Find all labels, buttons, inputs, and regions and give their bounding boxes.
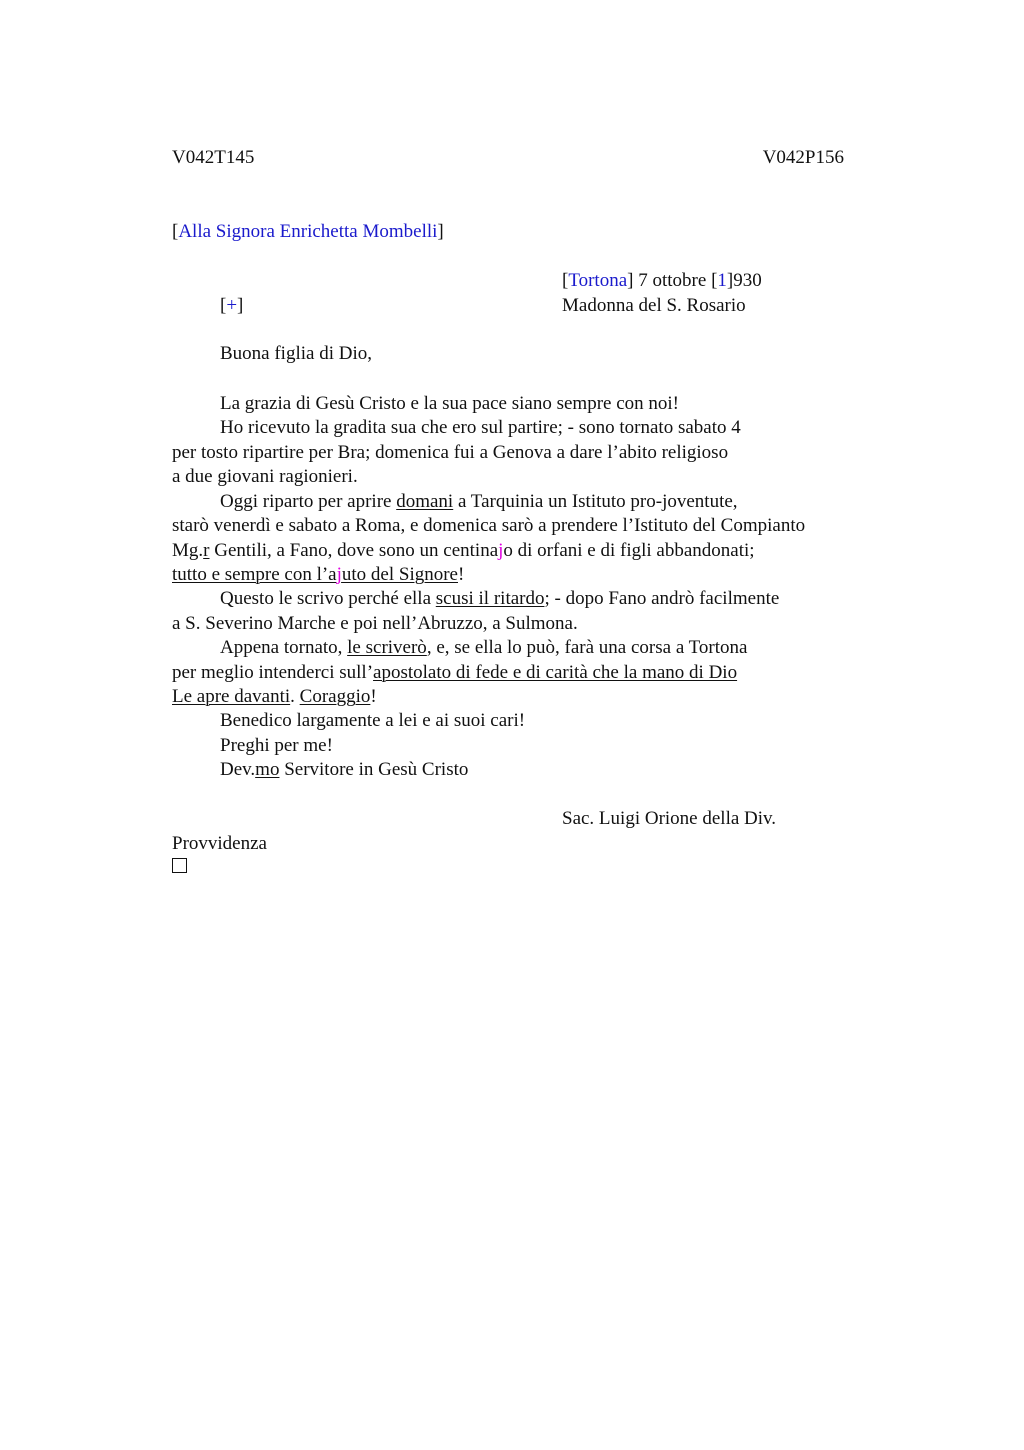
salutation: Buona figlia di Dio,: [220, 343, 372, 364]
signature-line-2: Provvidenza: [172, 833, 267, 854]
body-line: a due giovani ragionieri.: [172, 466, 358, 487]
place-name: Tortona: [568, 270, 628, 291]
body-line: Questo le scrivo perché ella scusi il ritardo; - dopo Fano andrò facilmente: [220, 588, 780, 609]
body-line: Oggi riparto per aprire domani a Tarquinia un Istituto pro-joventute,: [220, 491, 738, 512]
cross-mark: [+]: [220, 295, 244, 316]
feast-day: Madonna del S. Rosario: [562, 295, 746, 316]
document-code-right: V042P156: [762, 147, 844, 168]
dateline: [Tortona] 7 ottobre [1]930: [562, 270, 762, 291]
recipient-name: Alla Signora Enrichetta Mombelli: [178, 221, 438, 242]
body-line: Appena tornato, le scriverò, e, se ella lo può, farà una corsa a Tortona: [220, 637, 748, 658]
body-line: per meglio intenderci sull’apostolato di fede e di carità che la mano di Dio: [172, 662, 738, 683]
body-line: Preghi per me!: [220, 735, 333, 756]
body-line: tutto e sempre con l’ajuto del Signore!: [172, 564, 465, 585]
closing-line: Dev.mo Servitore in Gesù Cristo: [220, 759, 469, 780]
empty-checkbox-glyph: [172, 858, 187, 873]
body-line: Benedico largamente a lei e ai suoi cari!: [220, 710, 526, 731]
body-line: starò venerdì e sabato a Roma, e domenica sarò a prendere l’Istituto del Compianto: [172, 515, 806, 536]
body-line: Le apre davanti. Coraggio!: [172, 686, 377, 707]
recipient-line: [Alla Signora Enrichetta Mombelli]: [172, 221, 444, 242]
body-line: Ho ricevuto la gradita sua che ero sul partire; - sono tornato sabato 4: [220, 417, 741, 438]
body-line: La grazia di Gesù Cristo e la sua pace siano sempre con noi!: [220, 393, 680, 414]
body-line: a S. Severino Marche e poi nell’Abruzzo, a Sulmona.: [172, 613, 578, 634]
body-line: per tosto ripartire per Bra; domenica fui a Genova a dare l’abito religioso: [172, 442, 729, 463]
signature-line-1: Sac. Luigi Orione della Div.: [562, 808, 777, 829]
document-code-left: V042T145: [172, 147, 255, 168]
body-line: Mg.r Gentili, a Fano, dove sono un centinajo di orfani e di figli abbandonati;: [172, 540, 755, 561]
